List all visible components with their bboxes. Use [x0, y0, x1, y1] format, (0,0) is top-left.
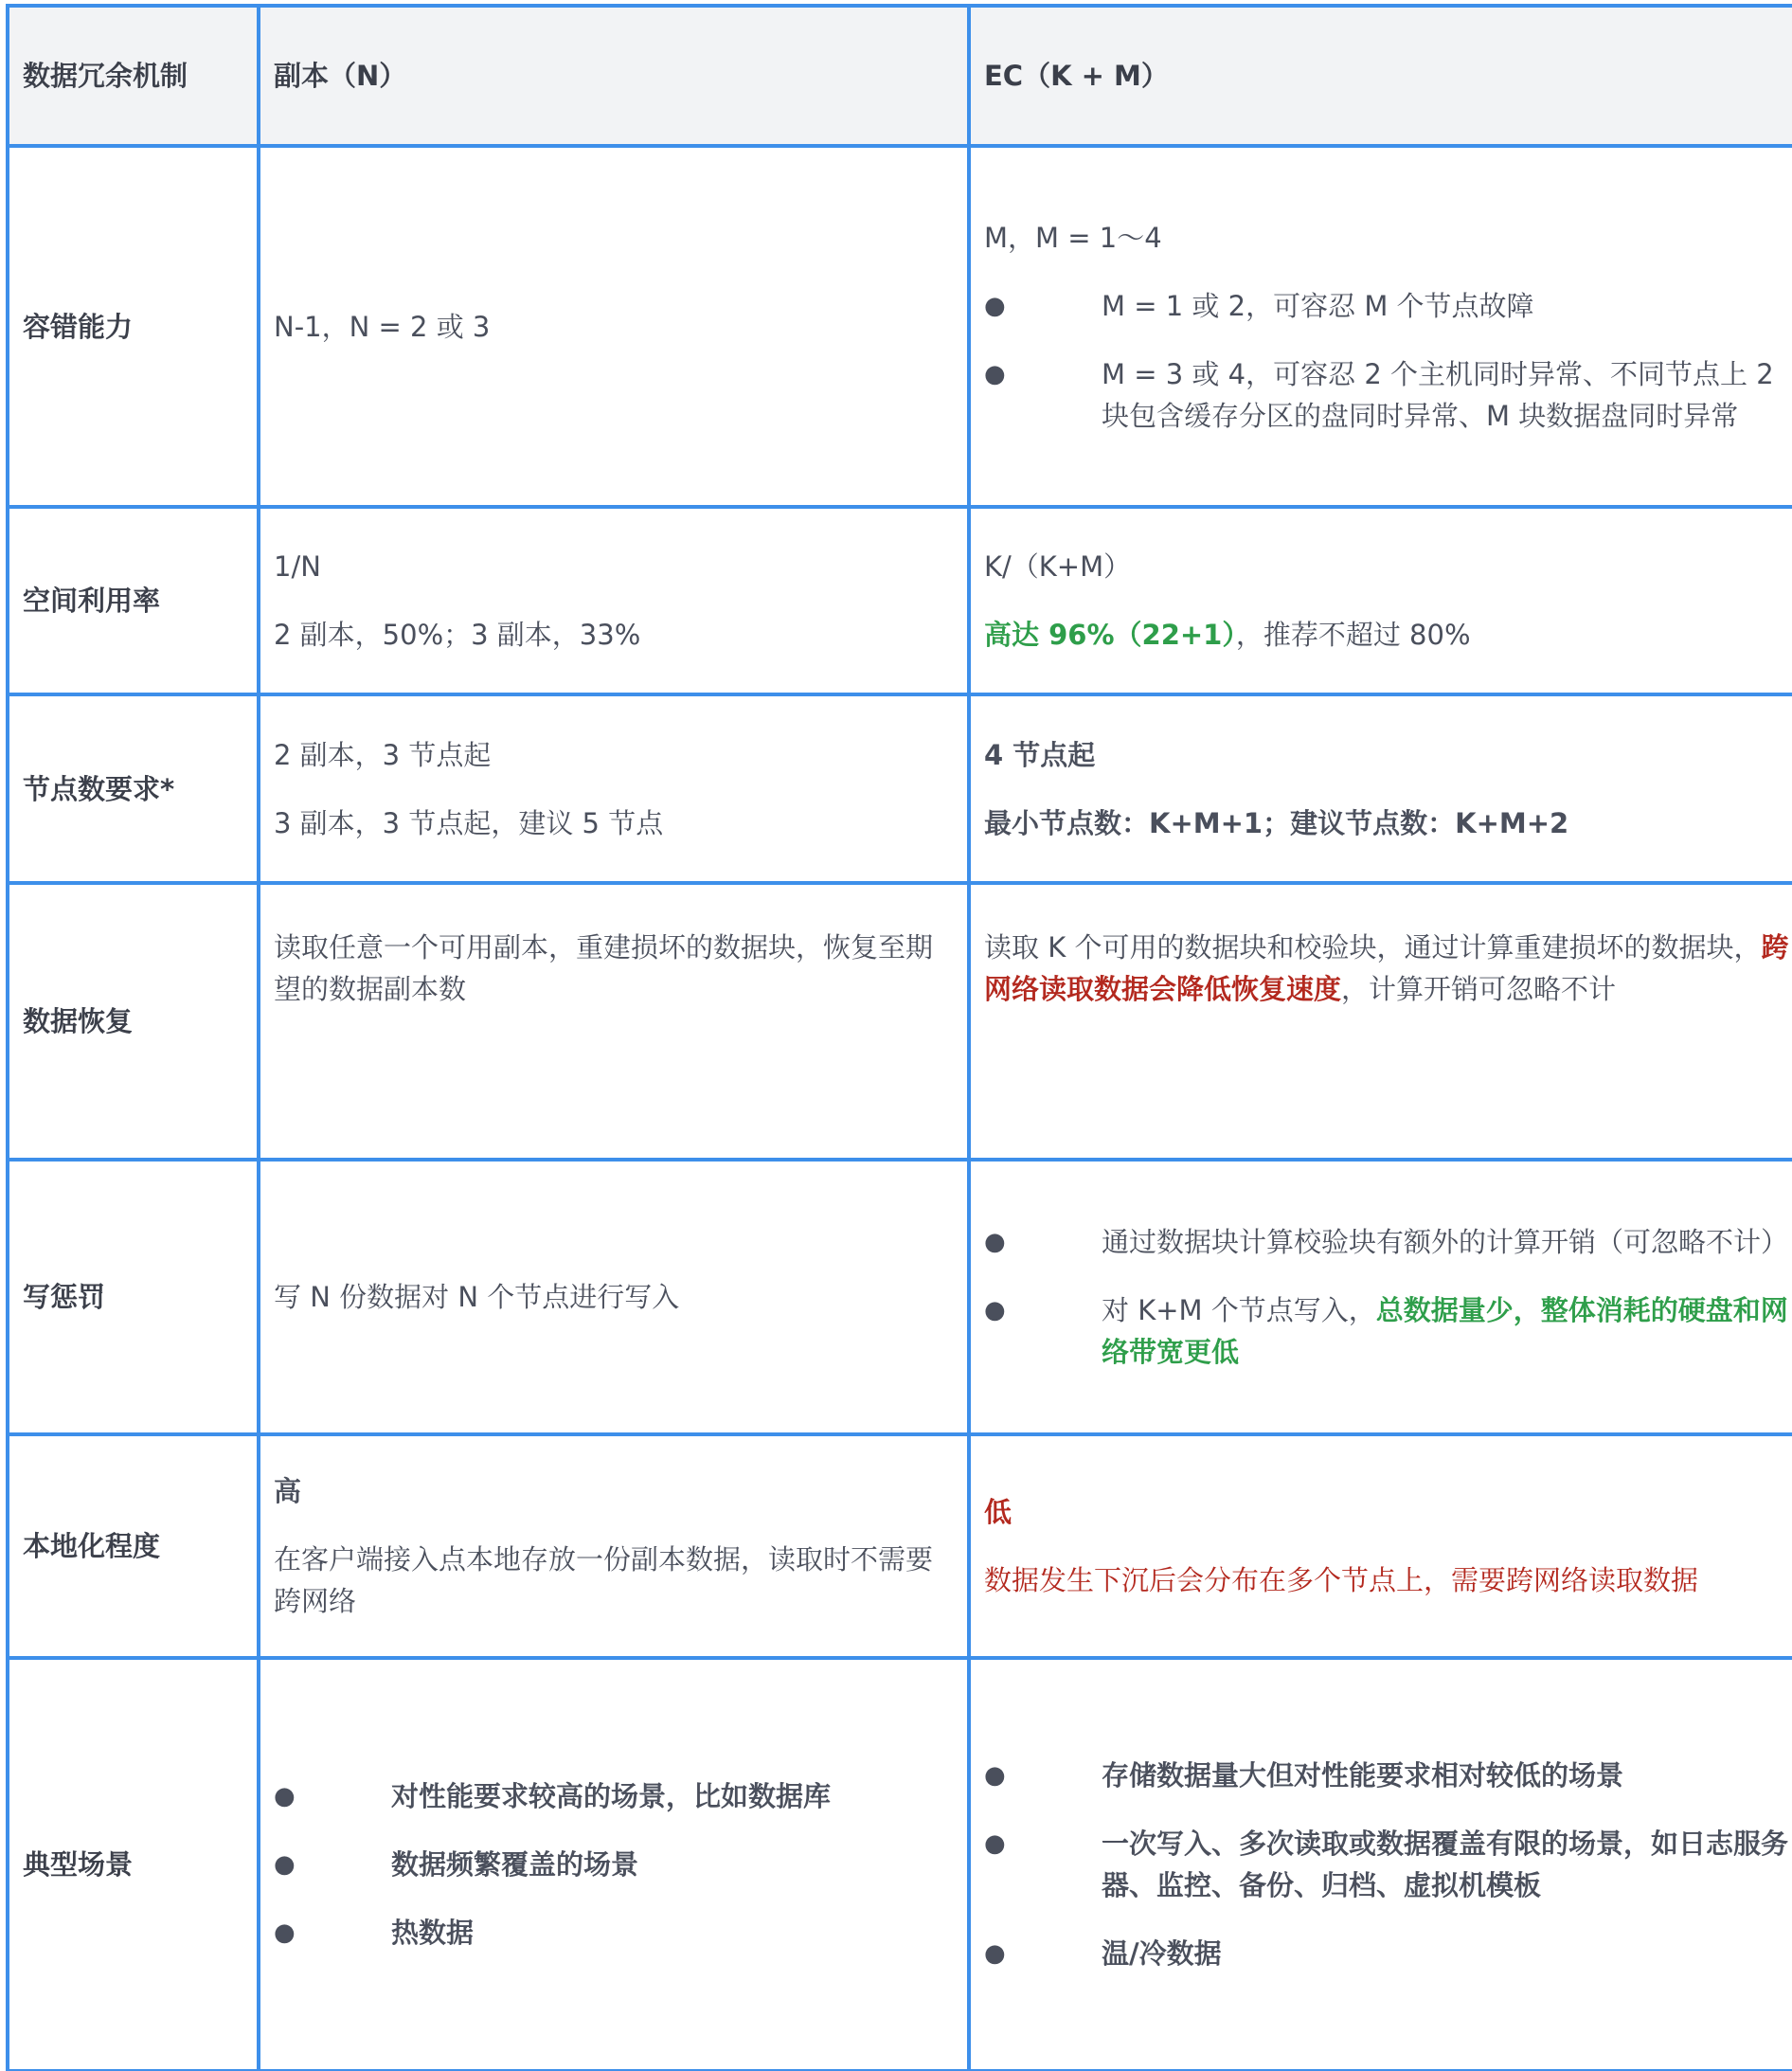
ec-fault-list: [984, 285, 1792, 437]
replica-space: [259, 507, 969, 694]
bullet-icon: ●: [984, 1761, 1006, 1790]
list-item: ● 存储数据量大但对性能要求相对较低的场景: [984, 1755, 1792, 1796]
header-row: [8, 6, 1792, 146]
bullet-icon: ●: [274, 1918, 296, 1947]
bullet-icon: ●: [984, 1829, 1006, 1858]
ec-locality-l2: 数据发生下沉后会分布在多个节点上，需要跨网络读取数据: [984, 1564, 1699, 1596]
row-data-recovery: [8, 883, 1792, 1160]
list-item: ● 热数据: [274, 1912, 954, 1954]
row-label-fault: 容错能力: [8, 146, 259, 507]
list-item: ● 对性能要求较高的场景，比如数据库: [274, 1775, 954, 1817]
ec-nodes-l1: 4 节点起: [984, 738, 1096, 771]
ec-space: [969, 507, 1792, 694]
replica-scenario-list: [274, 1775, 954, 1954]
comparison-table: [6, 4, 1792, 2071]
ec-write: [969, 1160, 1792, 1434]
replica-scenario: [259, 1658, 969, 2071]
ec-space-l2: 高达 96%（22+1），推荐不超过 80%: [984, 619, 1471, 651]
ec-space-highlight: 高达 96%（22+1）: [984, 619, 1236, 651]
bullet-icon: ●: [984, 359, 1006, 388]
row-label-locality: 本地化程度: [8, 1434, 259, 1658]
ec-write-list: [984, 1221, 1792, 1373]
row-label-recovery: 数据恢复: [8, 883, 259, 1160]
ec-locality: [969, 1434, 1792, 1658]
ec-scenario-list: [984, 1755, 1792, 1974]
ec-fault-head: M，M = 1～4: [984, 221, 1162, 254]
bullet-icon: ●: [274, 1850, 296, 1879]
row-node-requirement: [8, 694, 1792, 883]
list-item: ● 通过数据块计算校验块有额外的计算开销（可忽略不计）: [984, 1221, 1792, 1263]
row-label-nodes: 节点数要求*: [8, 694, 259, 883]
row-fault-tolerance: [8, 146, 1792, 507]
ec-nodes: [969, 694, 1792, 883]
replica-recovery: 读取任意一个可用副本，重建损坏的数据块，恢复至期望的数据副本数: [259, 883, 969, 1160]
row-label-write: 写惩罚: [8, 1160, 259, 1434]
bullet-icon: ●: [984, 1228, 1006, 1256]
row-locality: [8, 1434, 1792, 1658]
replica-space-l2: 2 副本，50%；3 副本，33%: [274, 619, 641, 651]
replica-locality-l2: 在客户端接入点本地存放一份副本数据，读取时不需要跨网络: [274, 1543, 934, 1617]
header-mechanism: 数据冗余机制: [8, 6, 259, 146]
ec-recovery: 读取 K 个可用的数据块和校验块，通过计算重建损坏的数据块，跨网络读取数据会降低恢复速度，计算开销可忽略不计: [969, 883, 1792, 1160]
bullet-icon: ●: [984, 291, 1006, 320]
row-label-space: 空间利用率: [8, 507, 259, 694]
ec-write-highlight: 总数据量少，整体消耗的硬盘和网络带宽更低: [1102, 1294, 1788, 1368]
replica-write: 写 N 份数据对 N 个节点进行写入: [259, 1160, 969, 1434]
replica-locality: [259, 1434, 969, 1658]
list-item: ● 温/冷数据: [984, 1933, 1792, 1974]
row-space-utilization: [8, 507, 1792, 694]
bullet-icon: ●: [984, 1296, 1006, 1324]
replica-nodes-l1: 2 副本，3 节点起: [274, 738, 492, 771]
ec-space-l1: K/（K+M）: [984, 550, 1132, 583]
row-write-penalty: [8, 1160, 1792, 1434]
row-label-scenario: 典型场景: [8, 1658, 259, 2071]
replica-fault: N-1，N = 2 或 3: [259, 146, 969, 507]
list-item: ● 数据频繁覆盖的场景: [274, 1844, 954, 1885]
bullet-icon: ●: [984, 1939, 1006, 1968]
ec-fault: [969, 146, 1792, 507]
replica-space-l1: 1/N: [274, 550, 321, 583]
replica-locality-l1: 高: [274, 1475, 302, 1507]
ec-recovery-warning: 跨网络读取数据会降低恢复速度: [984, 931, 1789, 1005]
ec-nodes-l2: 最小节点数：K+M+1；建议节点数：K+M+2: [984, 806, 1569, 839]
list-item: ● M = 1 或 2，可容忍 M 个节点故障: [984, 285, 1792, 327]
header-replica: 副本（N）: [259, 6, 969, 146]
list-item: ● M = 3 或 4，可容忍 2 个主机同时异常、不同节点上 2 块包含缓存分区的盘同时异常、M 块数据盘同时异常: [984, 353, 1792, 437]
list-item: ● 一次写入、多次读取或数据覆盖有限的场景，如日志服务器、监控、备份、归档、虚拟机模板: [984, 1823, 1792, 1906]
row-typical-scenario: [8, 1658, 1792, 2071]
replica-nodes-l2: 3 副本，3 节点起，建议 5 节点: [274, 806, 664, 839]
list-item: ● 对 K+M 个节点写入，总数据量少，整体消耗的硬盘和网络带宽更低: [984, 1289, 1792, 1373]
bullet-icon: ●: [274, 1782, 296, 1810]
ec-locality-l1: 低: [984, 1496, 1012, 1528]
ec-scenario: [969, 1658, 1792, 2071]
replica-nodes: [259, 694, 969, 883]
header-ec: EC（K + M）: [969, 6, 1792, 146]
